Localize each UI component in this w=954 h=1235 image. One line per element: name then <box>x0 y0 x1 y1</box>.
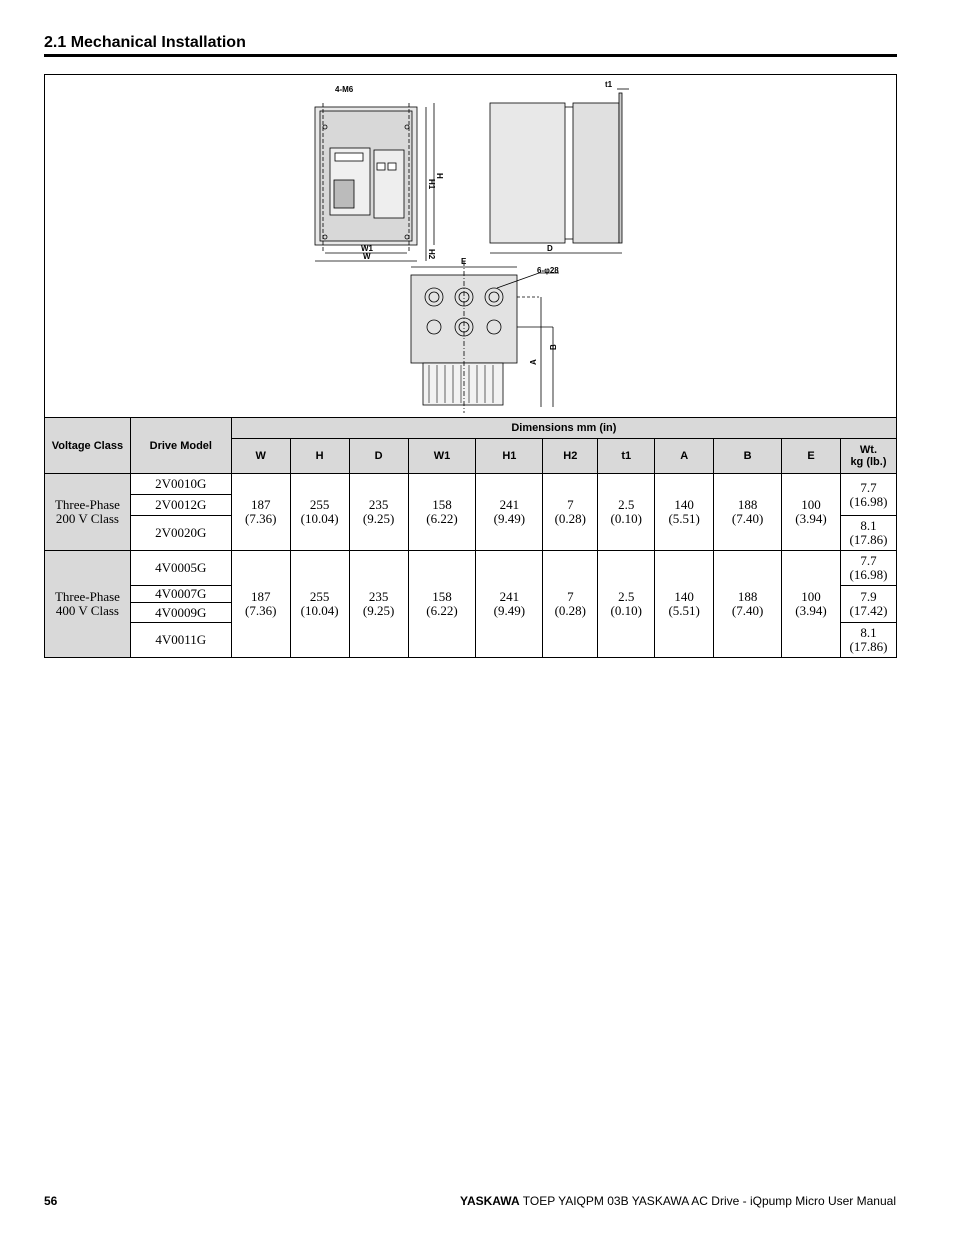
label-w: W <box>363 252 371 261</box>
label-e: E <box>461 257 467 266</box>
dim-w1: 158 (6.22) <box>408 474 476 551</box>
dim-e: 100 (3.94) <box>782 474 841 551</box>
header-voltage-class: Voltage Class <box>45 418 131 474</box>
header-e: E <box>782 439 841 474</box>
label-w1: W1 <box>361 244 373 253</box>
header-t1: t1 <box>598 439 655 474</box>
label-h1: H1 <box>427 179 436 190</box>
footer-manual-title: YASKAWA TOEP YAIQPM 03B YASKAWA AC Drive - iQpump Micro User Manual <box>460 1194 896 1208</box>
model-cell: 4V0007G <box>130 586 231 603</box>
header-weight: Wt. kg (lb.) <box>840 439 896 474</box>
label-h2: H2 <box>427 249 436 260</box>
model-cell: 4V0011G <box>130 623 231 658</box>
header-h2: H2 <box>543 439 598 474</box>
weight-cell: 8.1 (17.86) <box>840 516 896 551</box>
header-a: A <box>655 439 714 474</box>
dim-b: 188 (7.40) <box>714 551 782 658</box>
weight-cell: 7.7 (16.98) <box>840 474 896 516</box>
weight-cell: 7.9 (17.42) <box>840 586 896 623</box>
label-d: D <box>547 244 553 253</box>
header-h: H <box>290 439 349 474</box>
model-cell: 2V0012G <box>130 495 231 516</box>
header-h1: H1 <box>476 439 543 474</box>
voltage-class-200v: Three-Phase 200 V Class <box>45 474 131 551</box>
label-t1: t1 <box>605 80 613 89</box>
header-drive-model: Drive Model <box>130 418 231 474</box>
label-a: A <box>529 359 538 365</box>
dim-a: 140 (5.51) <box>655 474 714 551</box>
footer-brand: YASKAWA <box>460 1194 520 1208</box>
dim-d: 235 (9.25) <box>349 474 408 551</box>
dim-h1: 241 (9.49) <box>476 551 543 658</box>
label-holes: 4-M6 <box>335 85 354 94</box>
dim-b: 188 (7.40) <box>714 474 782 551</box>
page-number: 56 <box>44 1194 58 1208</box>
dim-h: 255 (10.04) <box>290 474 349 551</box>
title-rule <box>44 54 897 57</box>
weight-cell: 8.1 (17.86) <box>840 623 896 658</box>
dim-h2: 7 (0.28) <box>543 551 598 658</box>
dim-a: 140 (5.51) <box>655 551 714 658</box>
header-dimensions: Dimensions mm (in) <box>231 418 896 439</box>
dim-t1: 2.5 (0.10) <box>598 474 655 551</box>
header-b: B <box>714 439 782 474</box>
model-cell: 2V0010G <box>130 474 231 495</box>
dim-h1: 241 (9.49) <box>476 474 543 551</box>
dim-h: 255 (10.04) <box>290 551 349 658</box>
dim-d: 235 (9.25) <box>349 551 408 658</box>
dimension-drawing <box>44 74 897 418</box>
label-b: B <box>549 344 558 350</box>
dim-t1: 2.5 (0.10) <box>598 551 655 658</box>
dim-e: 100 (3.94) <box>782 551 841 658</box>
section-title: 2.1 Mechanical Installation <box>44 34 246 51</box>
dim-h2: 7 (0.28) <box>543 474 598 551</box>
dim-w: 187 (7.36) <box>231 551 290 658</box>
model-cell: 2V0020G <box>130 516 231 551</box>
model-cell: 4V0009G <box>130 603 231 623</box>
drive-outline-drawing <box>45 75 896 418</box>
voltage-class-400v: Three-Phase 400 V Class <box>45 551 131 658</box>
label-knockouts: 6-φ28 <box>537 266 559 275</box>
header-d: D <box>349 439 408 474</box>
dim-w: 187 (7.36) <box>231 474 290 551</box>
label-h: H <box>435 173 444 179</box>
header-w1: W1 <box>408 439 476 474</box>
dimensions-table <box>44 417 897 658</box>
model-cell: 4V0005G <box>130 551 231 586</box>
dim-w1: 158 (6.22) <box>408 551 476 658</box>
header-w: W <box>231 439 290 474</box>
weight-cell: 7.7 (16.98) <box>840 551 896 586</box>
